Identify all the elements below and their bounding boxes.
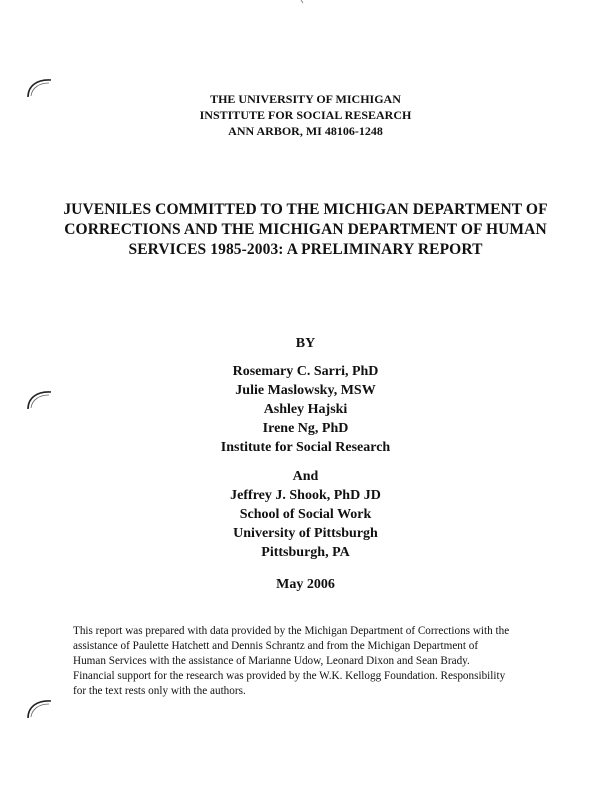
coauthor-line: Jeffrey J. Shook, PhD JD (230, 488, 381, 503)
acknowledgment-line: for the text rests only with the authors. (73, 685, 246, 697)
institution-line: INSTITUTE FOR SOCIAL RESEARCH (199, 108, 412, 122)
coauthor-block (0, 467, 611, 562)
title-line: CORRECTIONS AND THE MICHIGAN DEPARTMENT OF HUMAN (64, 221, 547, 238)
author-line: Irene Ng, PhD (262, 421, 349, 436)
author-line: Ashley Hajski (263, 402, 348, 417)
coauthor-location: Pittsburgh, PA (261, 545, 350, 560)
author-line: Rosemary C. Sarri, PhD (232, 364, 379, 379)
report-date: May 2006 (276, 577, 335, 592)
and-label: And (292, 469, 319, 484)
scan-mark-icon (300, 0, 304, 4)
author-line: Julie Maslowsky, MSW (235, 383, 376, 398)
acknowledgment-paragraph (73, 624, 553, 699)
coauthor-affiliation: School of Social Work (239, 507, 372, 522)
title-line: JUVENILES COMMITTED TO THE MICHIGAN DEPARTMENT OF (63, 201, 548, 218)
punch-hole-mark-icon (25, 697, 53, 719)
title-line: SERVICES 1985-2003: A PRELIMINARY REPORT (128, 241, 483, 258)
coauthor-affiliation: University of Pittsburgh (233, 526, 378, 541)
report-title (60, 200, 551, 260)
institution-line: ANN ARBOR, MI 48106-1248 (228, 124, 383, 138)
acknowledgment-line: This report was prepared with data provided by the Michigan Department of Corrections with the (73, 625, 510, 637)
author-affiliation: Institute for Social Research (220, 440, 391, 455)
acknowledgment-line: Human Services with the assistance of Marianne Udow, Leonard Dixon and Sean Brady. (73, 655, 470, 667)
institution-line: THE UNIVERSITY OF MICHIGAN (210, 92, 401, 106)
byline: BY (295, 336, 316, 351)
acknowledgment-line: assistance of Paulette Hatchett and Dennis Schrantz and from the Michigan Department of (73, 640, 479, 652)
author-list (0, 362, 611, 457)
institution-header (0, 91, 611, 139)
acknowledgment-line: Financial support for the research was provided by the W.K. Kellogg Foundation. Responsibility (73, 670, 506, 682)
